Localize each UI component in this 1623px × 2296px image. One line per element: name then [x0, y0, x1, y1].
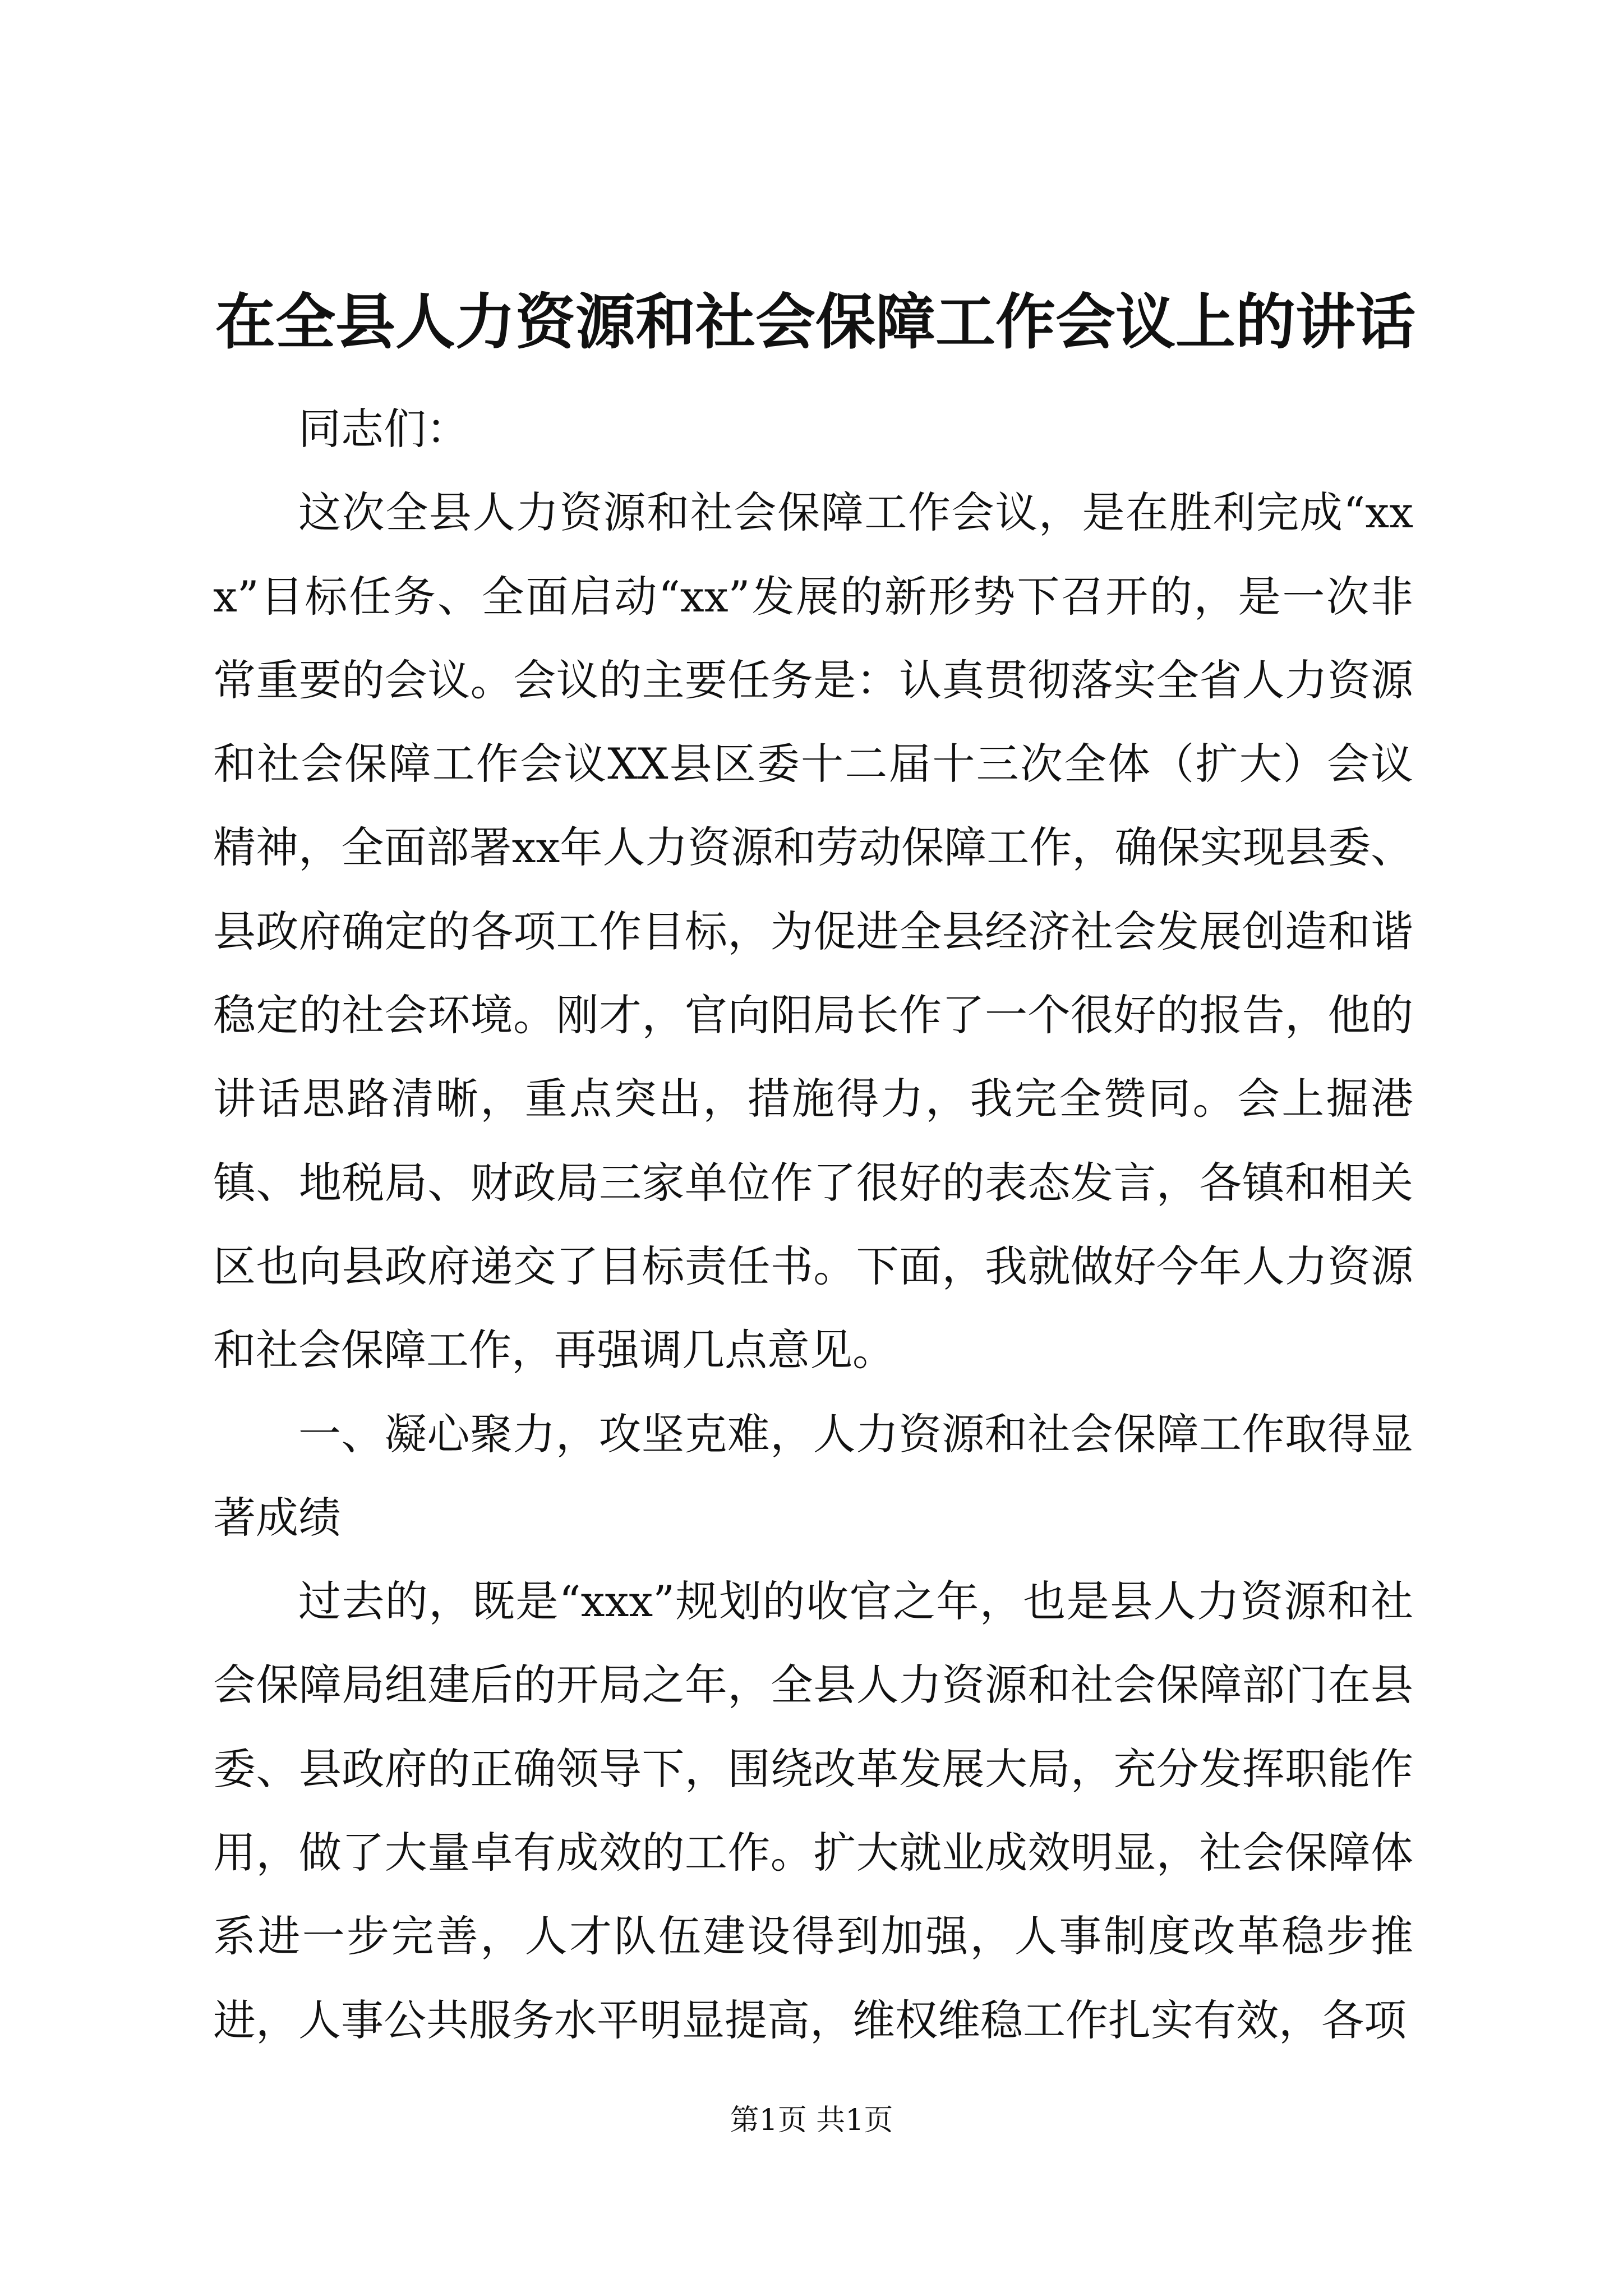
section-heading-one: 一、凝心聚力，攻坚克难，人力资源和社会保障工作取得显著成绩: [213, 1409, 1413, 1543]
salutation-paragraph: 同志们：: [298, 404, 469, 454]
intro-paragraph: 这次全县人力资源和社会保障工作会议，是在胜利完成“xxx”目标任务、全面启动“xx”发展的新形势下召开的，是一次非常重要的会议。会议的主要任务是：认真贯彻落实全省人力资源和社会保障工作会议XX县区委十二届十三次全体（扩大）会议精神，全面部署xx年人力资源和劳动保障工作，确保实现县委、县政府确定的各项工作目标，为促进全县经济社会发展创造和谐稳定的社会环境。刚才，官向阳局长作了一个很好的报告，他的讲话思路清晰，重点突出，措施得力，我完全赞同。会上掘港镇、地税局、财政局三家单位作了很好的表态发言，各镇和相关区也向县政府递交了目标责任书。下面，我就做好今年人力资源和社会保障工作，再强调几点意见。: [213, 487, 1413, 1375]
document-title: 在全县人力资源和社会保障工作会议上的讲话: [215, 287, 1416, 357]
document-body: [213, 387, 1413, 2062]
review-paragraph: 过去的，既是“xxx”规划的收官之年，也是县人力资源和社会保障局组建后的开局之年，全县人力资源和社会保障部门在县委、县政府的正确领导下，围绕改革发展大局，充分发挥职能作用，做了大量卓有成效的工作。扩大就业成效明显，社会保障体系进一步完善，人才队伍建设得到加强，人事制度改革稳步推进，人事公共服务水平明显提高，维权维稳工作扎实有效，各项: [213, 1576, 1413, 2045]
page-footer: 第1页 共1页: [730, 2104, 893, 2137]
